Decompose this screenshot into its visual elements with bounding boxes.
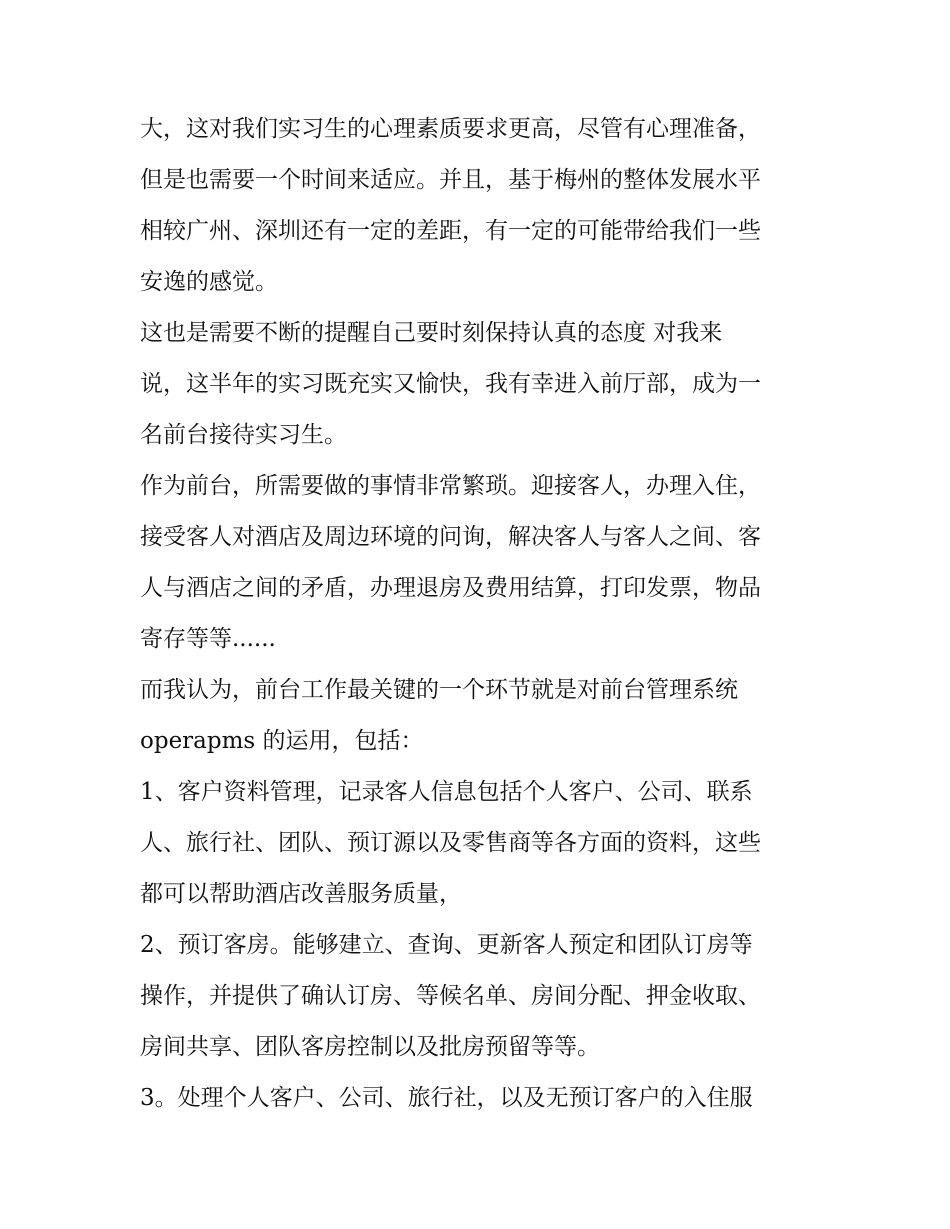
text-line: 操作，并提供了确认订房、等候名单、房间分配、押金收取、 — [140, 983, 761, 1009]
text-line: 作为前台，所需要做的事情非常繁琐。迎接客人，办理入住， — [140, 473, 761, 499]
text-line: 大，这对我们实习生的心理素质要求更高，尽管有心理准备， — [140, 116, 761, 142]
text-line: 人与酒店之间的矛盾，办理退房及费用结算，打印发票，物品 — [140, 575, 761, 601]
text-line: 名前台接待实习生。 — [140, 422, 347, 448]
text-line: 都可以帮助酒店改善服务质量， — [140, 881, 462, 907]
text-line: 接受客人对酒店及周边环境的问询，解决客人与客人之间、客 — [140, 524, 761, 550]
text-line: 1、客户资料管理，记录客人信息包括个人客户、公司、联系 — [140, 779, 753, 805]
text-line: 人、旅行社、团队、预订源以及零售商等各方面的资料，这些 — [140, 830, 761, 856]
document-body — [140, 104, 830, 1124]
text-line: 说，这半年的实习既充实又愉快，我有幸进入前厅部，成为一 — [140, 371, 761, 397]
text-line: 安逸的感觉。 — [140, 269, 278, 295]
text-line: 寄存等等...... — [140, 626, 276, 652]
text-line: 而我认为，前台工作最关键的一个环节就是对前台管理系统 — [140, 677, 738, 703]
text-line: operapms 的运用，包括： — [140, 728, 424, 754]
text-line: 3。处理个人客户、公司、旅行社，以及无预订客户的入住服 — [140, 1085, 753, 1111]
text-line: 这也是需要不断的提醒自己要时刻保持认真的态度 对我来 — [140, 320, 723, 346]
text-line: 但是也需要一个时间来适应。并且，基于梅州的整体发展水平 — [140, 167, 761, 193]
text-line: 房间共享、团队客房控制以及批房预留等等。 — [140, 1034, 600, 1060]
text-line: 相较广州、深圳还有一定的差距，有一定的可能带给我们一些 — [140, 218, 761, 244]
text-line: 2、预订客房。能够建立、查询、更新客人预定和团队订房等 — [140, 932, 753, 958]
